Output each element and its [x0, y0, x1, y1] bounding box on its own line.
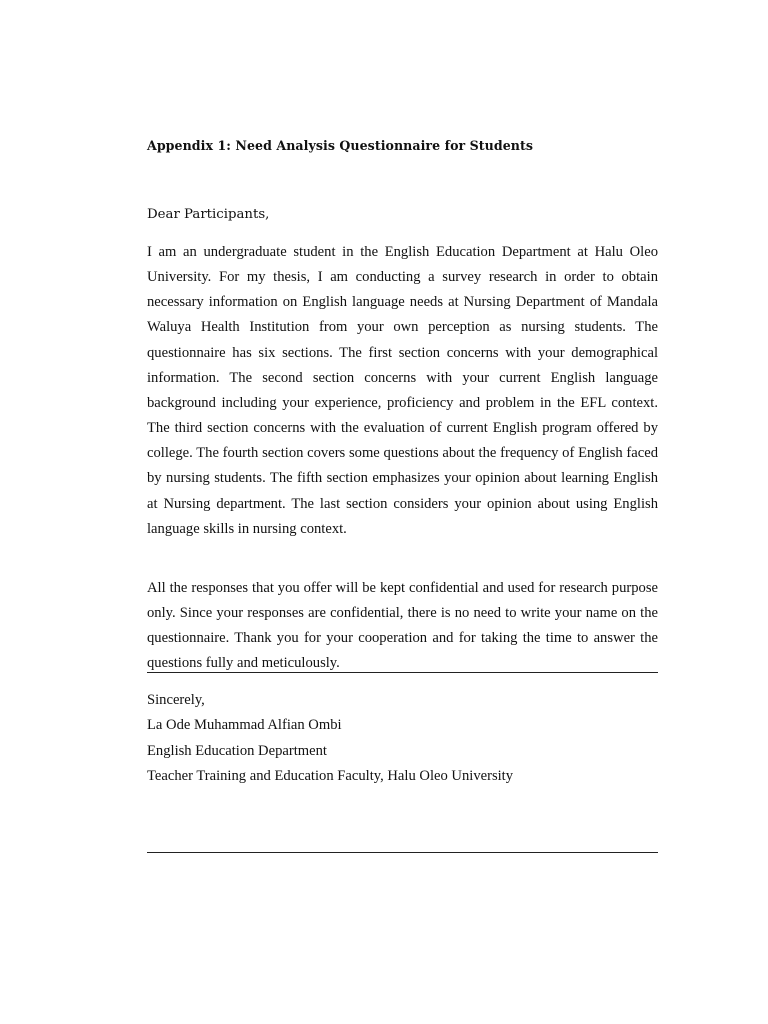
footer-rule: [147, 852, 658, 853]
signoff: Sincerely,: [147, 692, 205, 708]
salutation: Dear Participants,: [147, 207, 270, 222]
document-title: Appendix 1: Need Analysis Questionnaire for Students: [147, 138, 534, 153]
document-page: [147, 0, 658, 1024]
confidentiality-paragraph: All the responses that you offer will be kept confidential and used for research purpose only. Since your responses are confidential, there is no need to write your name on the questionnaire. Thank you for your cooperation and for taking the time to answer the questions fully and meticulously.: [147, 580, 658, 672]
author-department: English Education Department: [147, 742, 327, 759]
intro-paragraph: I am an undergraduate student in the English Education Department at Halu Oleo University. For my thesis, I am conducting a survey research in order to obtain necessary information on English language needs at Nursing Department of Mandala Waluya Health Institution from your own perception as nursing students. The questionnaire has six sections. The first section concerns with your demographical information. The second section concerns with your current English language background including your experience, proficiency and problem in the EFL context. The third section concerns with the evaluation of current English program offered by college. The fourth section covers some questions about the frequency of English faced by nursing students. The fifth section emphasizes your opinion about learning English at Nursing department. The last section considers your opinion about using English language skills in nursing context.: [147, 244, 658, 537]
author-faculty: Teacher Training and Education Faculty, Halu Oleo University: [147, 767, 514, 784]
author-name: La Ode Muhammad Alfian Ombi: [147, 717, 342, 734]
signature-block: [147, 688, 513, 789]
divider-line: [147, 672, 658, 673]
